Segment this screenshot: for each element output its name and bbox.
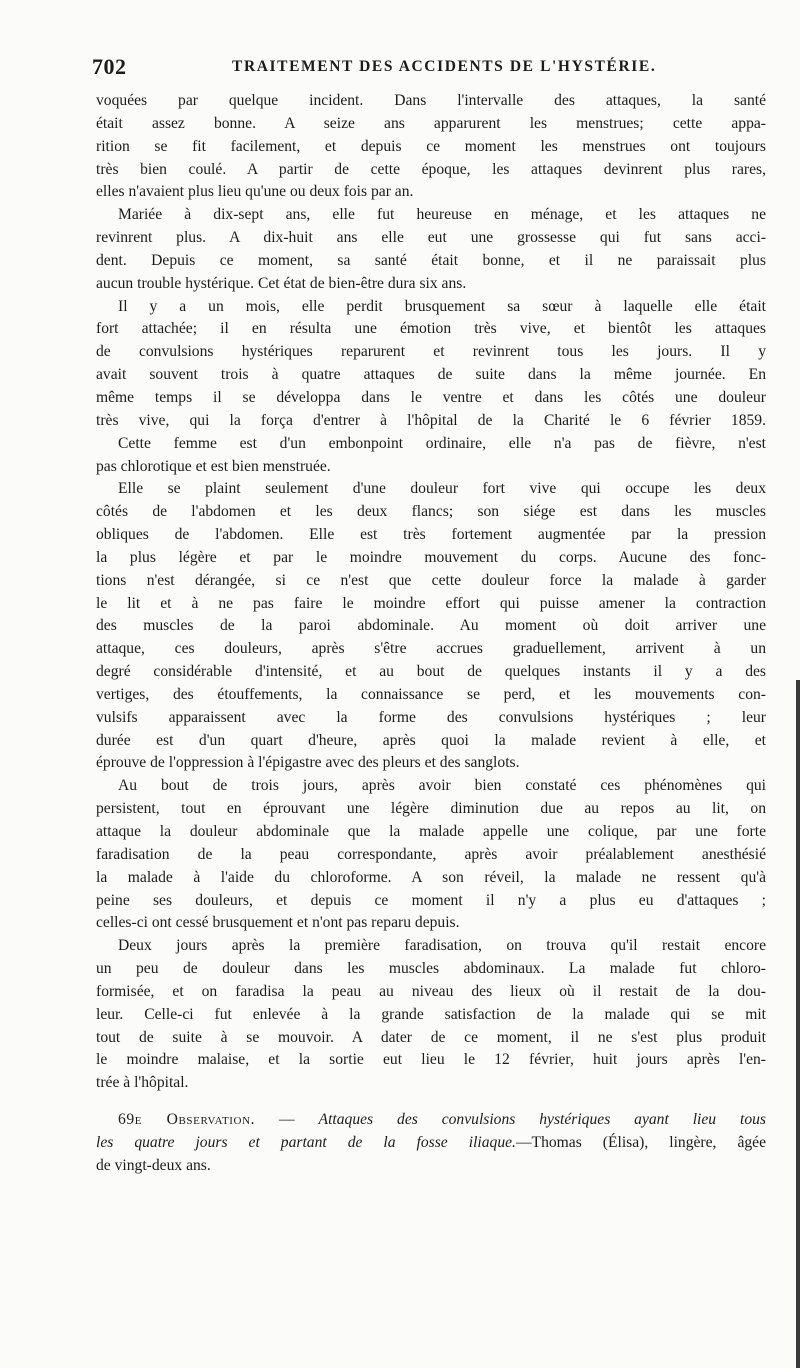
observation-dash: —: [255, 1111, 319, 1129]
text-line: de convulsions hystériques reparurent et revinrent tous les jours. Il y: [96, 343, 766, 361]
text-line: celles-ci ont cessé brusquement et n'ont pas reparu depuis.: [96, 914, 460, 932]
text-line: des muscles de la paroi abdominale. Au moment où doit arriver une: [96, 617, 766, 635]
observation-title-cont: les quatre jours et partant de la fosse iliaque.: [96, 1133, 516, 1151]
text-line: vulsifs apparaissent avec la forme des convulsions hystériques ; leur: [96, 708, 766, 726]
observation-line: de vingt-deux ans.: [96, 1156, 211, 1174]
text-line: le moindre malaise, et la sortie eut lieu le 12 février, huit jours après l'en-: [96, 1051, 766, 1069]
observation-line: [96, 1132, 766, 1155]
text-line: formisée, et on faradisa la peau au niveau des lieux où il restait de la dou-: [96, 982, 766, 1000]
text-line: dent. Depuis ce moment, sa santé était bonne, et il ne paraissait plus: [96, 251, 766, 269]
text-line: revinrent plus. A dix-huit ans elle eut une grossesse qui fut sans acci-: [96, 229, 766, 247]
text-line: était assez bonne. A seize ans apparurent les menstrues; cette appa-: [96, 114, 766, 132]
text-line: durée est d'un quart d'heure, après quoi la malade revient à elle, et: [96, 731, 766, 749]
text-line: fort attachée; il en résulta une émotion très vive, et bientôt les attaques: [96, 320, 766, 338]
text-line: Cette femme est d'un embonpoint ordinaire, elle n'a pas de fièvre, n'est: [118, 434, 766, 452]
observation-subject: —Thomas (Élisa), lingère, âgée: [515, 1133, 766, 1151]
text-line: attaque, ces douleurs, après s'être accrues graduellement, arrivent à un: [96, 640, 766, 658]
text-line: Au bout de trois jours, après avoir bien constaté ces phénomènes qui: [118, 777, 766, 795]
text-line: éprouve de l'oppression à l'épigastre avec des pleurs et des sanglots.: [96, 754, 520, 772]
observation-label: 69e Observation.: [118, 1111, 256, 1129]
observation-heading: [96, 1109, 766, 1132]
text-line: faradisation de la peau correspondante, après avoir préalablement anesthésié: [96, 845, 766, 863]
text-line: leur. Celle-ci fut enlevée à la grande satisfaction de la malade qui se mit: [96, 1005, 766, 1023]
text-line: vertiges, des étouffements, la connaissance se perd, et les mouvements con-: [96, 685, 766, 703]
paragraph-gap: [96, 1095, 766, 1109]
running-head: [92, 54, 762, 80]
text-line: Mariée à dix-sept ans, elle fut heureuse en ménage, et les attaques ne: [118, 206, 766, 224]
text-line: persistent, tout en éprouvant une légère diminution due au repos au lit, on: [96, 800, 766, 818]
text-line: aucun trouble hystérique. Cet état de bien-être dura six ans.: [96, 274, 467, 292]
text-line: un peu de douleur dans les muscles abdominaux. La malade fut chloro-: [96, 960, 766, 978]
text-line: côtés de l'abdomen et les deux flancs; son siége est dans les muscles: [96, 503, 766, 521]
text-line: degré considérable d'intensité, et au bout de quelques instants il y a des: [96, 663, 766, 681]
text-line: rition se fit facilement, et depuis ce moment les menstrues ont toujours: [96, 137, 766, 155]
body-text: [96, 90, 766, 1178]
text-line: très vive, qui la força d'entrer à l'hôpital de la Charité le 6 février 1859.: [96, 411, 766, 429]
text-line: Il y a un mois, elle perdit brusquement sa sœur à laquelle elle était: [118, 297, 766, 315]
text-line: attaque la douleur abdominale que la malade appelle une colique, par une forte: [96, 823, 766, 840]
text-line: même temps il se développa dans le ventre et dans les côtés une douleur: [96, 388, 766, 406]
text-line: la malade à l'aide du chloroforme. A son réveil, la malade ne ressent qu'à: [96, 868, 766, 886]
observation-title: Attaques des convulsions hystériques ayant lieu tous: [318, 1111, 766, 1129]
text-line: avait souvent trois à quatre attaques de suite dans la même journée. En: [96, 366, 766, 384]
text-line: voquées par quelque incident. Dans l'intervalle des attaques, la santé: [96, 92, 766, 109]
text-line: peine ses douleurs, et depuis ce moment il n'y a plus eu d'attaques ;: [96, 891, 766, 909]
text-line: la plus légère et par le moindre mouvement du corps. Aucune des fonc-: [96, 548, 766, 566]
text-line: tout de suite à se mouvoir. A dater de ce moment, il ne s'est plus produit: [96, 1028, 766, 1046]
text-line: le lit et à ne pas faire le moindre effort qui puisse amener la contraction: [96, 594, 766, 612]
text-line: Deux jours après la première faradisation, on trouva qu'il restait encore: [118, 937, 766, 955]
page-number: 702: [92, 54, 127, 79]
running-title: TRAITEMENT DES ACCIDENTS DE L'HYSTÉRIE.: [232, 58, 657, 75]
text-line: pas chlorotique et est bien menstruée.: [96, 457, 331, 475]
text-line: Elle se plaint seulement d'une douleur fort vive qui occupe les deux: [118, 480, 766, 498]
page-edge-shadow: [796, 680, 800, 1368]
text-line: obliques de l'abdomen. Elle est très fortement augmentée par la pression: [96, 526, 766, 544]
text-line: trée à l'hôpital.: [96, 1074, 189, 1092]
text-line: tions n'est dérangée, si ce n'est que cette douleur force la malade à garder: [96, 571, 766, 589]
text-line: elles n'avaient plus lieu qu'une ou deux fois par an.: [96, 183, 414, 201]
text-line: très bien coulé. A partir de cette époque, les attaques devinrent plus rares,: [96, 160, 766, 178]
